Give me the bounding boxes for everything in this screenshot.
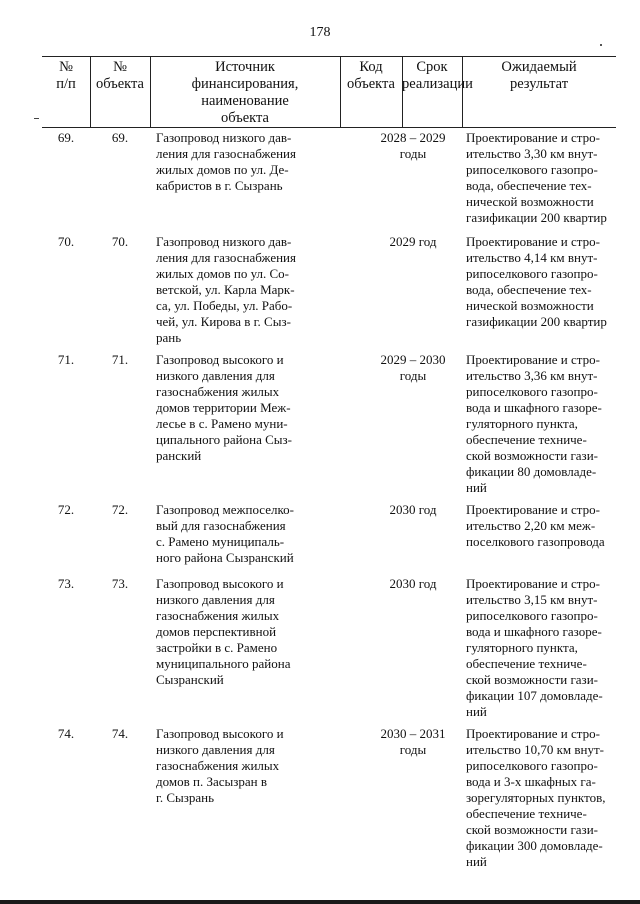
- object-term: 2029 – 2030 годы: [380, 352, 446, 383]
- header-object-number: № объекта: [95, 59, 144, 92]
- object-term: 2030 год: [389, 576, 437, 591]
- header-source-name: Источник финансирования, наименование объекта: [191, 59, 299, 126]
- scan-bottom-edge: [0, 900, 640, 904]
- object-result: Проектирование и стро- ительство 4,14 км внут- рипоселкового газопро- вода, обеспечение тех- нической возможности газификации 200 квартир: [466, 234, 607, 329]
- scan-edge-mark: [34, 118, 39, 119]
- object-source: Газопровод низкого дав- ления для газоснабжения жилых домов по ул. Со- ветской, ул. Карла Марк- са, ул. Победы, ул. Рабо- чей, ул. Кирова в г. Сыз- рань: [156, 234, 296, 345]
- object-number: 73.: [111, 576, 129, 591]
- object-source: Газопровод высокого и низкого давления для газоснабжения жилых домов п. Засызран в г. Сызрань: [156, 726, 284, 805]
- header-object-code: Код объекта: [346, 59, 395, 92]
- object-number: 72.: [111, 502, 129, 517]
- header-row-number: № п/п: [56, 59, 76, 92]
- object-result: Проектирование и стро- ительство 10,70 км внут- рипоселкового газопро- вода и 3-х шкафных га- зорегуляторных пунктов, обеспечение техниче- ской возможности гази- фикации 300 домовладе- ний: [466, 726, 606, 869]
- table-header: [42, 56, 616, 128]
- object-number: 71.: [111, 352, 129, 367]
- object-source: Газопровод высокого и низкого давления для газоснабжения жилых домов территории Меж- лесье в с. Рамено муни- ципального района Сыз- ранский: [156, 352, 292, 463]
- scan-dot-mark: [600, 44, 602, 46]
- object-number: 70.: [111, 234, 129, 249]
- row-number: 74.: [57, 726, 75, 741]
- object-number: 74.: [111, 726, 129, 741]
- object-term: 2030 год: [389, 502, 437, 517]
- object-result: Проектирование и стро- ительство 3,36 км внут- рипоселкового газопро- вода и шкафного газоре- гуляторного пункта, обеспечение техниче- ской возможности гази- фикации 80 домовладе- ний: [466, 352, 602, 495]
- object-term: 2030 – 2031 годы: [380, 726, 446, 757]
- object-result: Проектирование и стро- ительство 3,15 км внут- рипоселкового газопро- вода и шкафного газоре- гуляторного пункта, обеспечение техниче- ской возможности гази- фикации 107 домовладе- ний: [466, 576, 603, 719]
- object-source: Газопровод высокого и низкого давления для газоснабжения жилых домов перспективной застройки в с. Рамено муниципального района Сызранский: [156, 576, 291, 687]
- object-source: Газопровод низкого дав- ления для газоснабжения жилых домов по ул. Де- кабристов в г. Сызрань: [156, 130, 296, 193]
- objects-table: [42, 56, 616, 869]
- object-number: 69.: [111, 130, 129, 145]
- object-term: 2029 год: [389, 234, 437, 249]
- header-expected-result: Ожидаемый результат: [501, 59, 577, 92]
- header-term: Срок реализации: [402, 59, 473, 92]
- row-number: 70.: [57, 234, 75, 249]
- page-number: 178: [309, 25, 331, 40]
- row-number: 69.: [57, 130, 75, 145]
- object-result: Проектирование и стро- ительство 2,20 км меж- поселкового газопровода: [466, 502, 605, 549]
- row-number: 71.: [57, 352, 75, 367]
- object-result: Проектирование и стро- ительство 3,30 км внут- рипоселкового газопро- вода, обеспечение тех- нической возможности газификации 200 квартир: [466, 130, 607, 225]
- row-number: 72.: [57, 502, 75, 517]
- row-number: 73.: [57, 576, 75, 591]
- object-source: Газопровод межпоселко- вый для газоснабжения с. Рамено муниципаль- ного района Сызранский: [156, 502, 294, 565]
- object-term: 2028 – 2029 годы: [380, 130, 446, 161]
